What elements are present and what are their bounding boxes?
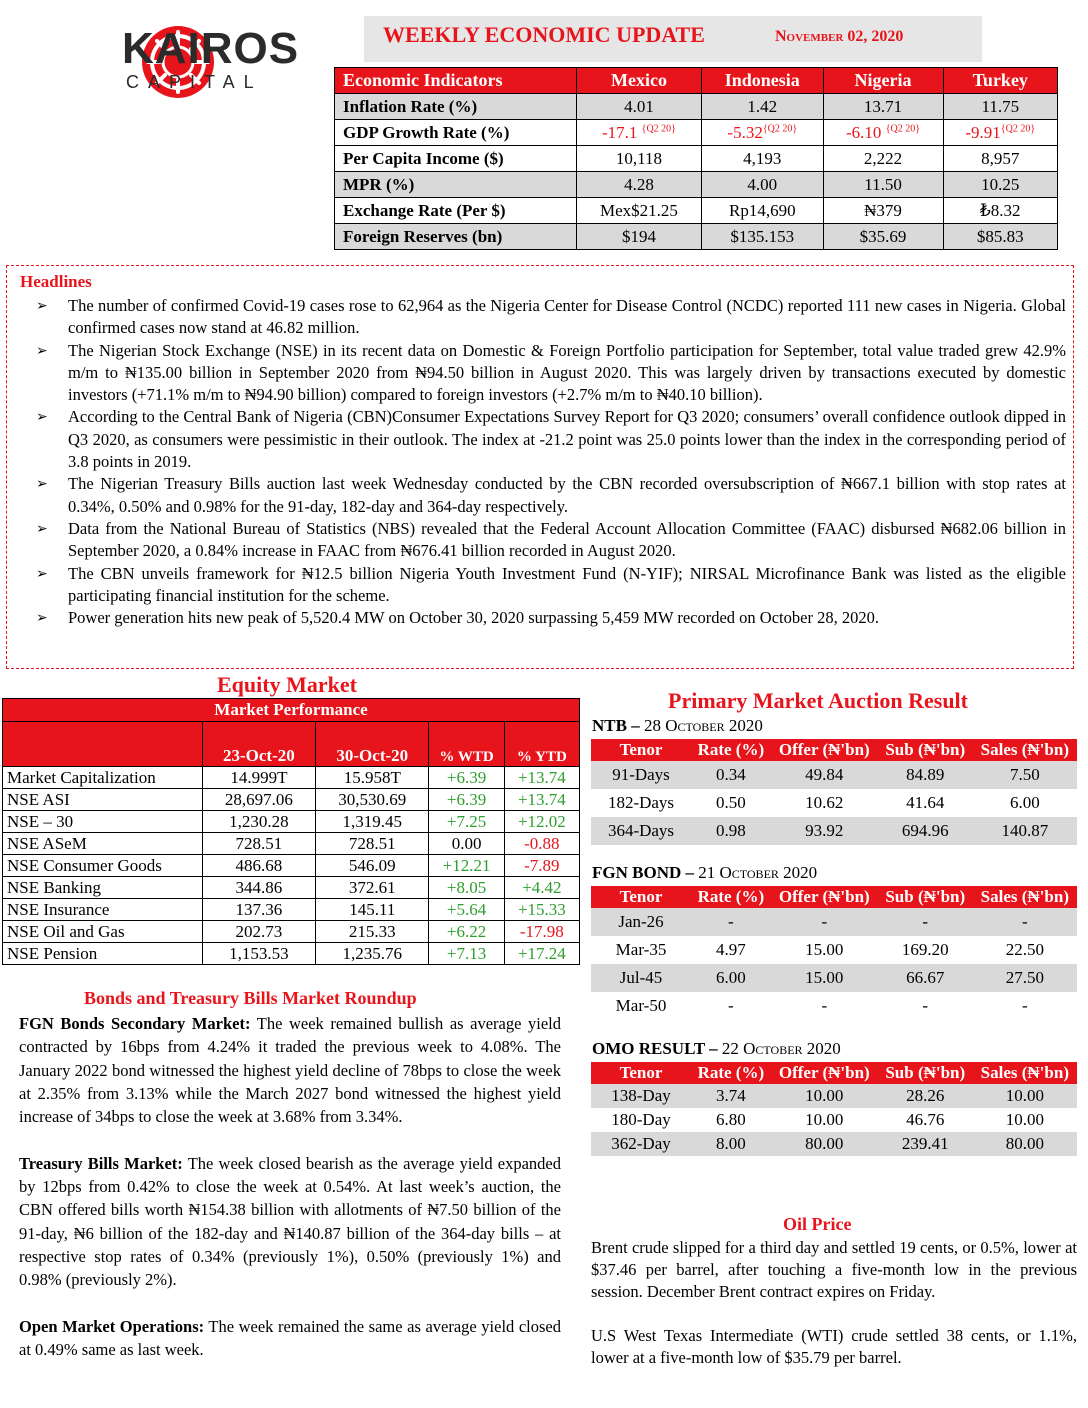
table-cell: 84.89 <box>878 761 973 789</box>
table-cell: 145.11 <box>316 899 429 921</box>
equity-market-table <box>2 698 580 965</box>
table-cell: +13.74 <box>504 789 579 811</box>
table-cell: 15.958T <box>316 767 429 789</box>
table-row <box>3 789 580 811</box>
table-cell: +5.64 <box>429 899 504 921</box>
table-cell: -17.98 <box>504 921 579 943</box>
table-header-cell: Tenor <box>591 1062 691 1084</box>
table-header-cell: Offer (₦'bn) <box>771 1062 878 1084</box>
table-cell: 15.00 <box>771 964 878 992</box>
table-row <box>591 992 1077 1020</box>
table-row <box>3 943 580 965</box>
arrow-bullet-icon: ➢ <box>36 298 48 314</box>
table-cell: +17.24 <box>504 943 579 965</box>
row-label: Mar-50 <box>591 992 691 1020</box>
row-label: NSE Pension <box>3 943 203 965</box>
table-cell: 10.25 <box>943 172 1057 198</box>
row-label: NSE Consumer Goods <box>3 855 203 877</box>
table-cell: 0.50 <box>691 789 771 817</box>
row-label: Exchange Rate (Per $) <box>335 198 577 224</box>
bonds-roundup-title: Bonds and Treasury Bills Market Roundup <box>84 988 417 1008</box>
table-cell: 239.41 <box>878 1132 973 1156</box>
row-label: NSE Oil and Gas <box>3 921 203 943</box>
arrow-bullet-icon: ➢ <box>36 520 48 537</box>
row-label: 91-Days <box>591 761 691 789</box>
table-cell: 10.00 <box>771 1108 878 1132</box>
table-cell: $194 <box>576 224 701 250</box>
table-cell: 80.00 <box>771 1132 878 1156</box>
table-header-cell: Economic Indicators <box>335 68 577 94</box>
table-header-cell: % WTD <box>429 722 504 767</box>
table-row <box>591 908 1077 936</box>
ntb-auction-table <box>591 739 1077 845</box>
table-header-cell: Mexico <box>576 68 701 94</box>
table-header-cell: % YTD <box>504 722 579 767</box>
table-cell: 10,118 <box>576 146 701 172</box>
brand-name: KAIROS <box>122 24 300 73</box>
table-cell: 169.20 <box>878 936 973 964</box>
table-cell: 215.33 <box>316 921 429 943</box>
row-label: NSE ASeM <box>3 833 203 855</box>
row-label: NSE ASI <box>3 789 203 811</box>
table-cell: 10.00 <box>771 1084 878 1108</box>
list-item: ➢ The Nigerian Stock Exchange (NSE) in its recent data on Domestic & Foreign Portfolio participation for September, total value traded grew 42.9% m/m to ₦135.00 billion in September 2020 from ₦94.50 billion in August 2020. This was largely driven by transactions executed by domestic investors (+71.1% m/m to ₦94.90 billion) compared to foreign investors (+2.7% m/m to ₦40.10 billion). <box>36 340 1066 405</box>
table-cell: +13.74 <box>504 767 579 789</box>
table-cell: ₺8.32 <box>943 198 1057 224</box>
table-cell: 202.73 <box>202 921 315 943</box>
table-cell: - <box>973 992 1077 1020</box>
row-label: GDP Growth Rate (%) <box>335 120 577 146</box>
table-cell: 10.00 <box>973 1108 1077 1132</box>
table-cell: 14.999T <box>202 767 315 789</box>
equity-market-title: Equity Market <box>217 672 357 697</box>
row-label: NSE Insurance <box>3 899 203 921</box>
table-cell: 11.75 <box>943 94 1057 120</box>
table-cell: -17.1 $^{\{Q2 20\}}$ <box>576 120 701 146</box>
table-header-row <box>591 886 1077 908</box>
row-label: NSE Banking <box>3 877 203 899</box>
table-cell: 28,697.06 <box>202 789 315 811</box>
table-row <box>3 921 580 943</box>
table-cell: 0.00 <box>429 833 504 855</box>
arrow-bullet-icon: ➢ <box>36 565 48 582</box>
table-row <box>335 172 1058 198</box>
table-cell: 2,222 <box>823 146 943 172</box>
table-cell: 4,193 <box>702 146 823 172</box>
headlines-title: Headlines <box>20 272 92 291</box>
paragraph: FGN Bonds Secondary Market: The week remained bullish as average yield contracted by 16bps from 4.24% it traded the previous week to 4.08%. The January 2022 bond witnessed the highest yield decline of 78bps to close the week at 2.35% from 3.13% while the March 2027 bond witnessed the highest yield increase of 34bps to close the week at 3.68% from 3.34%. <box>19 1014 562 1127</box>
table-header-cell: Sub (₦'bn) <box>878 1062 973 1084</box>
table-header-cell: Sales (₦'bn) <box>973 886 1077 908</box>
table-header-cell: Offer (₦'bn) <box>771 739 878 761</box>
table-header-cell: Turkey <box>943 68 1057 94</box>
row-label: Market Capitalization <box>3 767 203 789</box>
table-cell: 66.67 <box>878 964 973 992</box>
table-cell: 372.61 <box>316 877 429 899</box>
market-performance-label: Market Performance <box>3 699 580 722</box>
oil-price-text <box>591 1237 1077 1391</box>
table-header-cell: Rate (%) <box>691 1062 771 1084</box>
table-header-row <box>335 68 1058 94</box>
table-header-row <box>3 722 580 767</box>
table-cell: +8.05 <box>429 877 504 899</box>
table-row <box>335 146 1058 172</box>
table-cell: +6.22 <box>429 921 504 943</box>
table-header-cell: Nigeria <box>823 68 943 94</box>
row-label: 364-Days <box>591 817 691 845</box>
table-cell: 344.86 <box>202 877 315 899</box>
table-cell: 10.00 <box>973 1084 1077 1108</box>
table-header-row <box>591 1062 1077 1084</box>
table-subtitle-row <box>3 699 580 722</box>
table-header-cell: 23-Oct-20 <box>202 722 315 767</box>
row-label: Inflation Rate (%) <box>335 94 577 120</box>
row-label: Jul-45 <box>591 964 691 992</box>
table-cell: $35.69 <box>823 224 943 250</box>
paragraph: Open Market Operations: The week remained the same as average yield closed at 0.49% same as last week. <box>19 1316 562 1360</box>
table-cell: - <box>878 992 973 1020</box>
table-header-cell: 30-Oct-20 <box>316 722 429 767</box>
table-cell: 1,230.28 <box>202 811 315 833</box>
bonds-roundup-text <box>19 1012 561 1385</box>
table-cell: 3.74 <box>691 1084 771 1108</box>
table-cell: 8,957 <box>943 146 1057 172</box>
table-cell: +6.39 <box>429 767 504 789</box>
table-cell: 1,319.45 <box>316 811 429 833</box>
primary-market-title: Primary Market Auction Result <box>668 688 968 713</box>
table-row <box>591 1108 1077 1132</box>
table-cell: 140.87 <box>973 817 1077 845</box>
table-cell: - <box>771 992 878 1020</box>
list-item: ➢ According to the Central Bank of Nigeria (CBN)Consumer Expectations Survey Report for Q3 2020; consumers’ overall confidence outlook dipped in Q3 2020, as consumers were pessimistic in their outlook. The index at -21.2 point was 25.0 points lower than the index in the corresponding period of 3.8 points in 2019. <box>36 407 1066 472</box>
table-cell: 137.36 <box>202 899 315 921</box>
table-cell: - <box>771 908 878 936</box>
table-cell: +15.33 <box>504 899 579 921</box>
table-row <box>3 767 580 789</box>
table-cell: +4.42 <box>504 877 579 899</box>
table-cell: 15.00 <box>771 936 878 964</box>
list-item: ➢ Data from the National Bureau of Statistics (NBS) revealed that the Federal Account Allocation Committee (FAAC) disbursed ₦682.06 billion in September 2020, a 0.84% increase in FAAC from ₦676.41 billion recorded in August 2020. <box>36 518 1066 561</box>
table-cell: 41.64 <box>878 789 973 817</box>
table-cell: 1.42 <box>702 94 823 120</box>
table-cell: - <box>973 908 1077 936</box>
table-cell: 0.34 <box>691 761 771 789</box>
list-item: ➢ The Nigerian Treasury Bills auction last week Wednesday conducted by the CBN recorded oversubscription of ₦667.1 billion with stop rates at 0.34%, 0.50% and 0.98% for the 91-day, 182-day and 364-day respectively. <box>36 474 1066 516</box>
table-header-cell: Indonesia <box>702 68 823 94</box>
row-label: MPR (%) <box>335 172 577 198</box>
table-cell: 486.68 <box>202 855 315 877</box>
arrow-bullet-icon: ➢ <box>36 342 48 359</box>
table-header-cell: Sub (₦'bn) <box>878 886 973 908</box>
table-cell: 22.50 <box>973 936 1077 964</box>
omo-heading: OMO RESULT – 22 October 2020 <box>592 1039 841 1058</box>
list-item: ➢ The number of confirmed Covid-19 cases rose to 62,964 as the Nigeria Center for Disease Control (NCDC) reported 111 new cases in Nigeria. Global confirmed cases now stand at 46.82 million. <box>36 296 1066 338</box>
table-row <box>591 761 1077 789</box>
table-row <box>3 877 580 899</box>
table-cell: 46.76 <box>878 1108 973 1132</box>
table-header-cell: Rate (%) <box>691 886 771 908</box>
table-header-cell <box>3 722 203 767</box>
report-date: November 02, 2020 <box>775 28 904 45</box>
table-cell: +7.13 <box>429 943 504 965</box>
table-cell: +12.02 <box>504 811 579 833</box>
table-cell: 1,153.53 <box>202 943 315 965</box>
table-cell: -6.10 $^{\{Q2 20\}}$ <box>823 120 943 146</box>
table-cell: Rp14,690 <box>702 198 823 224</box>
row-label: Foreign Reserves (bn) <box>335 224 577 250</box>
list-item: ➢ The CBN unveils framework for ₦12.5 billion Nigeria Youth Investment Fund (N-YIF); NIRSAL Microfinance Bank was listed as the eligible participating financial institution for the scheme. <box>36 563 1066 605</box>
fgn-bond-heading: FGN BOND – 21 October 2020 <box>592 863 818 882</box>
table-header-cell: Offer (₦'bn) <box>771 886 878 908</box>
arrow-bullet-icon: ➢ <box>36 610 48 627</box>
table-cell: 546.09 <box>316 855 429 877</box>
table-cell: - <box>691 908 771 936</box>
table-cell: 10.62 <box>771 789 878 817</box>
table-cell: Mex$21.25 <box>576 198 701 224</box>
paragraph: Treasury Bills Market: The week closed bearish as the average yield expanded by 12bps from 0.42% to close the week at 0.54%. At last week’s auction, the CBN offered bills worth ₦154.38 billion with allotments of ₦7.50 billion of the 91-day, ₦6 billion of the 182-day and ₦140.87 billion of the 364-day bills – at respective stop rates of 0.34% (previously 1%), 0.50% (previously 1%) and 0.98% (previously 2%). <box>19 1153 561 1290</box>
table-cell: 7.50 <box>973 761 1077 789</box>
row-label: Jan-26 <box>591 908 691 936</box>
table-header-cell: Sub (₦'bn) <box>878 739 973 761</box>
table-cell: 6.00 <box>973 789 1077 817</box>
table-row <box>3 811 580 833</box>
paragraph: U.S West Texas Intermediate (WTI) crude settled 38 cents, or 1.1%, lower at a five-month low of $35.79 per barrel. <box>591 1326 1077 1367</box>
brand-subtitle: CAPITAL <box>126 72 263 92</box>
row-label: Mar-35 <box>591 936 691 964</box>
table-cell: 728.51 <box>316 833 429 855</box>
table-cell: 6.80 <box>691 1108 771 1132</box>
table-row <box>591 964 1077 992</box>
report-title: WEEKLY ECONOMIC UPDATE <box>383 22 705 47</box>
table-row <box>591 1084 1077 1108</box>
table-row <box>335 224 1058 250</box>
table-cell: 28.26 <box>878 1084 973 1108</box>
table-cell: 4.28 <box>576 172 701 198</box>
table-cell: +6.39 <box>429 789 504 811</box>
table-header-row <box>591 739 1077 761</box>
row-label: Per Capita Income ($) <box>335 146 577 172</box>
table-header-cell: Sales (₦'bn) <box>973 739 1077 761</box>
table-row <box>3 833 580 855</box>
table-cell: 4.00 <box>702 172 823 198</box>
table-cell: - <box>878 908 973 936</box>
table-cell: $-9.91^{\{Q2 20\}}$ <box>943 120 1057 146</box>
economic-indicators-table <box>334 67 1058 250</box>
table-cell: 11.50 <box>823 172 943 198</box>
table-row <box>3 855 580 877</box>
table-cell: 27.50 <box>973 964 1077 992</box>
table-cell: 4.01 <box>576 94 701 120</box>
table-row <box>591 817 1077 845</box>
table-cell: 80.00 <box>973 1132 1077 1156</box>
headlines-list <box>36 295 1066 629</box>
table-row <box>591 789 1077 817</box>
table-cell: $135.153 <box>702 224 823 250</box>
table-cell: $-5.32^{\{Q2 20\}}$ <box>702 120 823 146</box>
table-row <box>335 198 1058 224</box>
table-cell: 49.84 <box>771 761 878 789</box>
table-cell: -0.88 <box>504 833 579 855</box>
paragraph: Brent crude slipped for a third day and settled 19 cents, or 0.5%, lower at $37.46 per barrel, after touching a five-month low in the previous session. December Brent contract expires on Friday. <box>591 1238 1077 1301</box>
table-cell: 0.98 <box>691 817 771 845</box>
table-cell: 728.51 <box>202 833 315 855</box>
row-label: 362-Day <box>591 1132 691 1156</box>
table-header-cell: Tenor <box>591 739 691 761</box>
arrow-bullet-icon: ➢ <box>36 409 48 426</box>
row-label: 180-Day <box>591 1108 691 1132</box>
fgn-bond-auction-table <box>591 886 1077 1020</box>
table-cell: 694.96 <box>878 817 973 845</box>
table-header-cell: Tenor <box>591 886 691 908</box>
arrow-bullet-icon: ➢ <box>36 476 48 493</box>
table-cell: 4.97 <box>691 936 771 964</box>
table-row <box>591 936 1077 964</box>
omo-result-table <box>591 1062 1077 1156</box>
ntb-heading: NTB – 28 October 2020 <box>592 716 763 735</box>
table-cell: 1,235.76 <box>316 943 429 965</box>
table-cell: 13.71 <box>823 94 943 120</box>
table-cell: 8.00 <box>691 1132 771 1156</box>
table-row <box>335 120 1058 146</box>
table-header-cell: Sales (₦'bn) <box>973 1062 1077 1084</box>
table-cell: $85.83 <box>943 224 1057 250</box>
table-cell: -7.89 <box>504 855 579 877</box>
table-cell: 6.00 <box>691 964 771 992</box>
table-cell: - <box>691 992 771 1020</box>
table-cell: ₦379 <box>823 198 943 224</box>
table-cell: 30,530.69 <box>316 789 429 811</box>
row-label: NSE – 30 <box>3 811 203 833</box>
table-cell: +7.25 <box>429 811 504 833</box>
table-row <box>591 1132 1077 1156</box>
table-cell: 93.92 <box>771 817 878 845</box>
row-label: 182-Days <box>591 789 691 817</box>
table-row <box>3 899 580 921</box>
table-row <box>335 94 1058 120</box>
table-cell: +12.21 <box>429 855 504 877</box>
list-item: ➢ Power generation hits new peak of 5,520.4 MW on October 30, 2020 surpassing 5,459 MW recorded on October 28, 2020. <box>36 607 1066 629</box>
oil-price-title: Oil Price <box>783 1214 852 1234</box>
table-header-cell: Rate (%) <box>691 739 771 761</box>
row-label: 138-Day <box>591 1084 691 1108</box>
